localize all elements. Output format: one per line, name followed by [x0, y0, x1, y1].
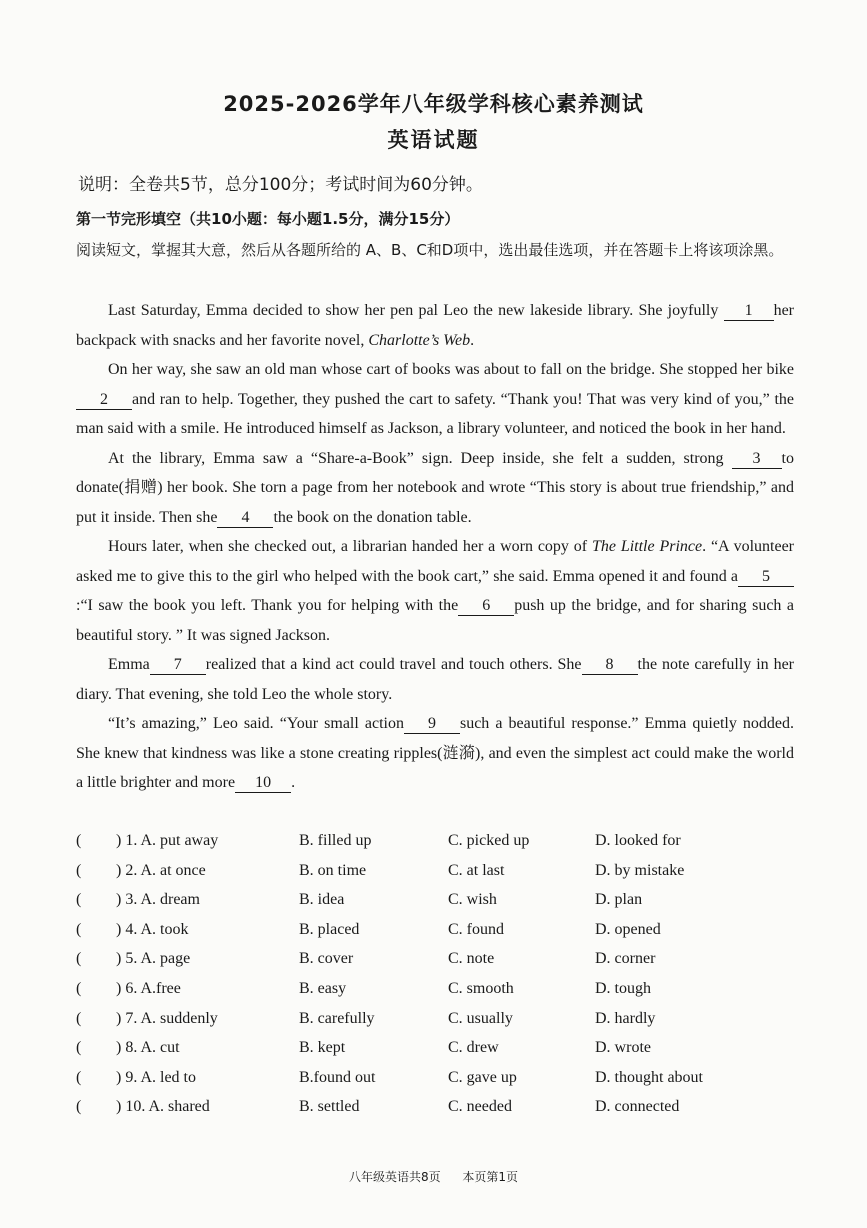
- option-d: D. plan: [595, 891, 643, 909]
- question-row: [76, 1098, 796, 1128]
- blank-9: 9: [404, 715, 460, 734]
- option-a: ) 5. A. page: [116, 950, 191, 968]
- answer-bracket: (: [76, 920, 82, 938]
- subject-title: 英语试题: [387, 128, 480, 152]
- question-row: [76, 1039, 796, 1069]
- option-d: D. opened: [595, 920, 661, 938]
- answer-bracket: (: [76, 1009, 82, 1027]
- question-row: [76, 1010, 796, 1040]
- answer-bracket: (: [76, 1039, 82, 1057]
- blank-1: 1: [724, 302, 774, 321]
- option-c: C. found: [448, 920, 504, 938]
- passage-text: Emma: [108, 656, 150, 673]
- option-a: ) 9. A. led to: [116, 1068, 196, 1086]
- option-d: D. looked for: [595, 832, 681, 849]
- passage-text: to donate(捐赠) her book. She torn a page from her notebook and wrote “This story is about true friendship,” and put it inside. Then she: [76, 449, 794, 526]
- option-c: C. wish: [448, 891, 497, 909]
- question-row: [76, 1069, 796, 1099]
- blank-6: 6: [458, 597, 514, 616]
- blank-5: 5: [738, 568, 794, 587]
- section1-directions: 阅读短文，掌握其大意，然后从各题所给的 A、B、C和D项中，选出最佳选项，并在答题卡上将该项涂黑。: [76, 241, 784, 259]
- passage-text: her backpack with snacks and her favorite novel,: [76, 302, 794, 349]
- option-c: C. usually: [448, 1009, 513, 1027]
- option-c: C. note: [448, 950, 495, 968]
- passage-text: such a beautiful response.” Emma quietly nodded. She knew that kindness was like a stone creating ripples(涟漪), and even the simplest act could make the world a little brighter and more: [76, 715, 794, 791]
- book-title: The Little Prince: [591, 538, 703, 555]
- passage-text: .: [291, 774, 296, 791]
- option-d: D. by mistake: [595, 861, 685, 879]
- option-c: C. gave up: [448, 1068, 517, 1086]
- option-a: ) 8. A. cut: [116, 1039, 180, 1057]
- question-options: [76, 832, 796, 1128]
- passage-text: the book on the donation table.: [273, 508, 472, 526]
- passage-text: realized that a kind act could travel and touch others. She: [205, 656, 582, 673]
- passage-text: At the library, Emma saw a “Share-a-Book” sign. Deep inside, she felt a sudden, strong: [108, 449, 732, 467]
- answer-bracket: (: [76, 979, 82, 997]
- passage-text: .: [470, 331, 475, 349]
- page-footer: [0, 1168, 867, 1185]
- option-d: D. wrote: [595, 1039, 651, 1057]
- option-a: ) 10. A. shared: [116, 1098, 210, 1116]
- option-c: C. drew: [448, 1039, 499, 1057]
- option-a: ) 6. A.free: [116, 979, 181, 997]
- passage-text: “It’s amazing,” Leo said. “Your small action: [108, 715, 404, 732]
- option-a: ) 1. A. put away: [116, 832, 219, 849]
- option-d: D. tough: [595, 979, 651, 997]
- option-d: D. connected: [595, 1098, 680, 1116]
- option-a: ) 3. A. dream: [116, 891, 200, 909]
- option-b: B. easy: [299, 979, 347, 997]
- answer-bracket: (: [76, 1068, 82, 1086]
- answer-bracket: (: [76, 832, 82, 849]
- cloze-passage: [76, 296, 794, 798]
- question-row: [76, 950, 796, 980]
- answer-bracket: (: [76, 1098, 82, 1116]
- option-c: C. at last: [448, 861, 505, 879]
- blank-10: 10: [235, 774, 291, 793]
- question-row: [76, 891, 796, 921]
- passage-text: Hours later, when she checked out, a librarian handed her a worn copy of: [108, 538, 592, 555]
- option-d: D. corner: [595, 950, 656, 968]
- passage-paragraph-3: [76, 444, 794, 533]
- passage-text: Last Saturday, Emma decided to show her pen pal Leo the new lakeside library. She joyfully: [108, 302, 724, 319]
- passage-paragraph-4: [76, 532, 794, 650]
- option-b: B. cover: [299, 950, 354, 968]
- passage-paragraph-2: [76, 355, 794, 444]
- exam-title: 2025-2026学年八年级学科核心素养测试: [223, 92, 644, 116]
- passage-paragraph-6: [76, 709, 794, 798]
- answer-bracket: (: [76, 861, 82, 879]
- option-c: C. smooth: [448, 979, 514, 997]
- passage-paragraph-5: [76, 650, 794, 709]
- question-row: [76, 832, 796, 862]
- passage-paragraph-1: [76, 296, 794, 355]
- option-b: B. placed: [299, 920, 360, 938]
- footer-page-number: 本页第1页: [462, 1170, 519, 1184]
- question-row: [76, 921, 796, 951]
- option-b: B. filled up: [299, 832, 372, 849]
- section1-heading: 第一节完形填空（共10小题：每小题1.5分，满分15分）: [76, 210, 460, 228]
- option-c: C. needed: [448, 1098, 512, 1116]
- option-b: B. carefully: [299, 1009, 375, 1027]
- answer-bracket: (: [76, 891, 82, 909]
- option-b: B. kept: [299, 1039, 346, 1057]
- blank-8: 8: [582, 656, 638, 675]
- option-c: C. picked up: [448, 832, 530, 849]
- passage-text: push up the bridge, and for sharing such a beautiful story. ” It was signed Jackson.: [76, 597, 794, 644]
- blank-2: 2: [76, 391, 132, 410]
- option-b: B. on time: [299, 861, 367, 879]
- passage-text: On her way, she saw an old man whose cart of books was about to fall on the bridge. She stopped her bike: [108, 361, 794, 378]
- option-a: ) 7. A. suddenly: [116, 1009, 218, 1027]
- question-row: [76, 862, 796, 892]
- option-d: D. hardly: [595, 1009, 656, 1027]
- passage-text: and ran to help. Together, they pushed the cart to safety. “Thank you! That was very kind of you,” the man said with a smile. He introduced himself as Jackson, a library volunteer, and noticed the book in her hand.: [76, 390, 794, 437]
- blank-7: 7: [150, 656, 206, 675]
- passage-text: . “A volunteer asked me to give this to the girl who helped with the book cart,” she said. Emma opened it and found a: [76, 538, 795, 585]
- blank-3: 3: [732, 450, 782, 469]
- footer-total-pages: 八年级英语共8页: [348, 1170, 441, 1184]
- passage-text: :“I saw the book you left. Thank you for helping with the: [76, 597, 459, 614]
- option-b: B. settled: [299, 1098, 360, 1116]
- answer-bracket: (: [76, 950, 82, 968]
- option-a: ) 2. A. at once: [116, 861, 206, 879]
- blank-4: 4: [217, 509, 273, 528]
- option-d: D. thought about: [595, 1068, 703, 1086]
- option-b: B. idea: [299, 891, 345, 909]
- question-row: [76, 980, 796, 1010]
- option-a: ) 4. A. took: [116, 920, 189, 938]
- exam-instructions: 说明：全卷共5节，总分100分；考试时间为60分钟。: [78, 175, 483, 195]
- passage-text: the note carefully in her diary. That evening, she told Leo the whole story.: [76, 656, 794, 703]
- book-title: Charlotte’s Web: [368, 331, 471, 349]
- option-b: B.found out: [299, 1068, 376, 1086]
